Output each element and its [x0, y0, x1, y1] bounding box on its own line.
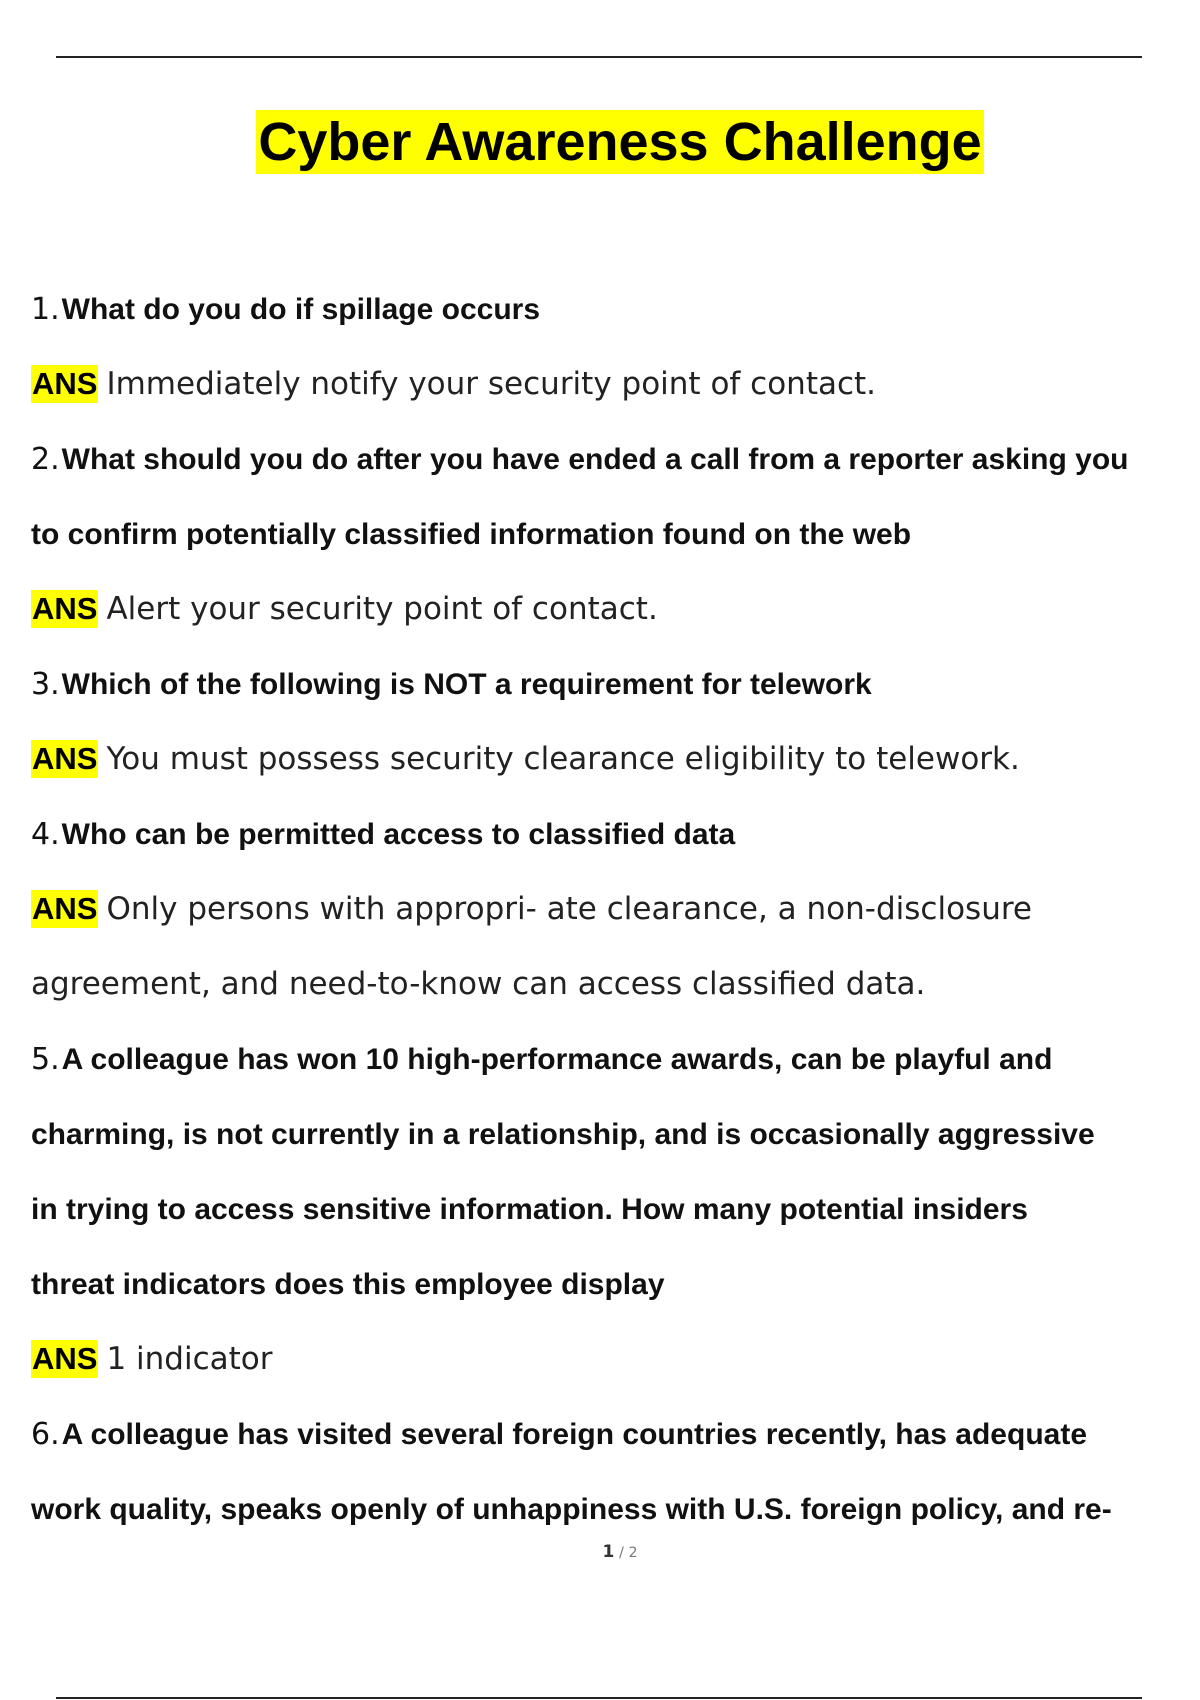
ans-label: ANS — [32, 891, 98, 926]
question-continuation — [31, 1097, 1200, 1172]
answer-text: Alert your security point of contact. — [106, 591, 658, 627]
answer-text: 1 indicator — [106, 1341, 273, 1377]
question-number: 4. — [31, 817, 60, 852]
question-text: to confirm potentially classified information found on the web — [31, 518, 912, 551]
answer-line — [31, 572, 1200, 647]
question-text: work quality, speaks openly of unhappiness with U.S. foreign policy, and re- — [31, 1493, 1112, 1526]
total-pages: 2 — [628, 1545, 638, 1561]
question-text: threat indicators does this employee display — [31, 1268, 665, 1301]
question-number: 6. — [31, 1417, 60, 1452]
question-line — [31, 272, 1200, 347]
page-separator: / — [619, 1545, 624, 1561]
ans-label: ANS — [32, 741, 98, 776]
answer-text: Only persons with appropri- ate clearance, a non-disclosure — [106, 891, 1032, 927]
question-line — [31, 1022, 1200, 1097]
question-line — [31, 647, 1200, 722]
document-title: Cyber Awareness Challenge — [258, 112, 982, 172]
ans-label: ANS — [32, 591, 98, 626]
answer-text: Immediately notify your security point of contact. — [106, 366, 877, 402]
question-text: Who can be permitted access to classified data — [61, 818, 736, 851]
question-number: 2. — [31, 442, 60, 477]
question-text: Which of the following is NOT a requirement for telework — [61, 668, 872, 701]
question-number: 1. — [31, 292, 60, 327]
ans-label: ANS — [32, 1341, 98, 1376]
question-continuation — [31, 497, 1200, 572]
ans-label: ANS — [32, 366, 98, 401]
answer-text: agreement, and need-to-know can access classified data. — [31, 966, 926, 1002]
question-line — [31, 797, 1200, 872]
answer-line — [31, 722, 1200, 797]
question-continuation — [31, 1172, 1200, 1247]
answer-line — [31, 347, 1200, 422]
question-continuation — [31, 1472, 1200, 1547]
page-indicator — [0, 1542, 1200, 1562]
answer-line — [31, 872, 1200, 947]
current-page: 1 — [602, 1542, 615, 1562]
question-line — [31, 422, 1200, 497]
question-text: A colleague has won 10 high-performance awards, can be playful and — [61, 1043, 1053, 1076]
question-text: What should you do after you have ended a call from a reporter asking you — [61, 443, 1129, 476]
question-continuation — [31, 1247, 1200, 1322]
qa-content — [31, 272, 1200, 1547]
answer-continuation — [31, 947, 1200, 1022]
question-line — [31, 1397, 1200, 1472]
answer-line — [31, 1322, 1200, 1397]
question-text: What do you do if spillage occurs — [61, 293, 540, 326]
top-rule — [56, 56, 1142, 58]
question-number: 3. — [31, 667, 60, 702]
question-text: in trying to access sensitive information. How many potential insiders — [31, 1193, 1028, 1226]
question-text: A colleague has visited several foreign countries recently, has adequate — [61, 1418, 1088, 1451]
title-container — [0, 110, 1200, 174]
question-text: charming, is not currently in a relationship, and is occasionally aggressive — [31, 1118, 1095, 1151]
bottom-rule — [56, 1697, 1142, 1699]
answer-text: You must possess security clearance eligibility to telework. — [106, 741, 1020, 777]
question-number: 5. — [31, 1042, 60, 1077]
